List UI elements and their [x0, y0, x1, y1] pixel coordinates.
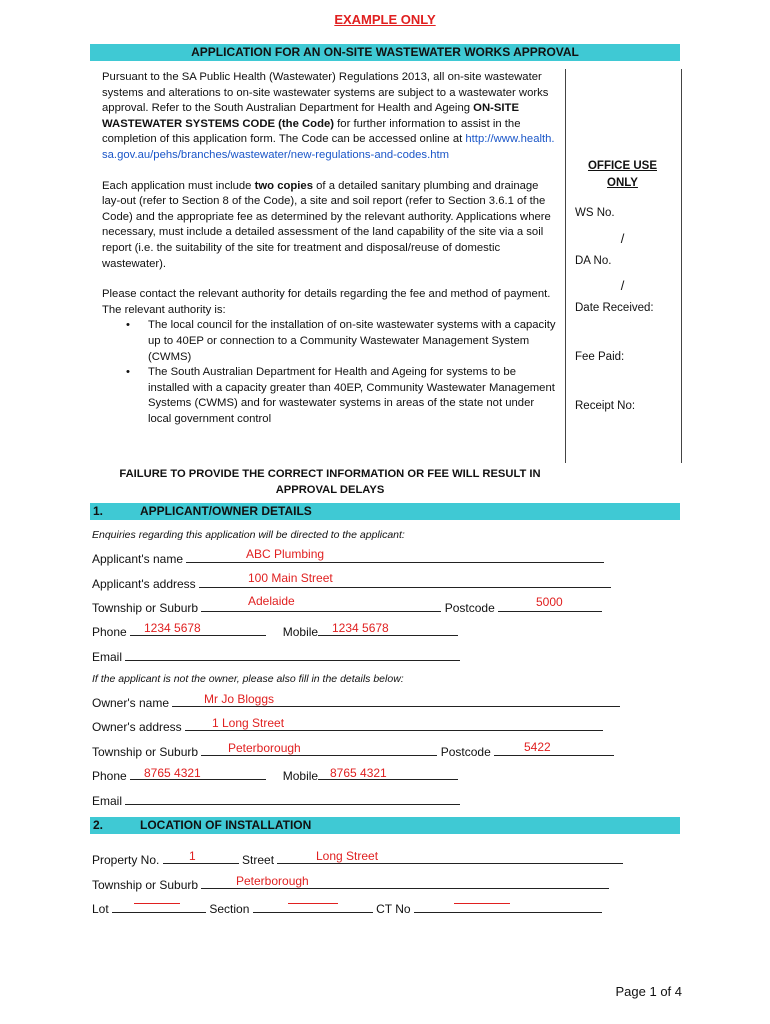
property-no-label: Property No. [92, 853, 160, 867]
lot-field[interactable] [112, 900, 206, 913]
section-2-title: LOCATION OF INSTALLATION [140, 818, 312, 832]
applicant-mobile-label: Mobile [282, 625, 319, 639]
applicant-township-value: Adelaide [248, 594, 295, 608]
ct-no-red-mark [454, 903, 510, 904]
section-1-title: APPLICANT/OWNER DETAILS [140, 504, 312, 518]
applicant-address-row [92, 575, 611, 591]
bullet-1-text: The local council for the installation of on-site wastewater systems with a capacity up to 40EP or connection to a Community Wastewater Management System (CWMS) [148, 319, 556, 363]
applicant-township-field[interactable] [201, 599, 441, 612]
da-no-label: DA No. [575, 255, 612, 267]
applicant-name-row [92, 550, 604, 566]
owner-email-label: Email [92, 794, 123, 808]
form-title: APPLICATION FOR AN ON-SITE WASTEWATER WORKS APPROVAL [191, 45, 579, 59]
owner-name-value: Mr Jo Bloggs [204, 692, 275, 706]
owner-township-value: Peterborough [228, 741, 301, 755]
code-link[interactable]: http://www.health.sa.gov.au/pehs/branches/wastewater/new-regulations-and-codes.htm [102, 133, 555, 161]
bullet-mark: • [126, 319, 130, 332]
bullet-2-text: The South Australian Department for Health and Ageing for systems to be installed with a capacity greater than 40EP, Community Wastewater Management Systems (CWMS) and for wastewater systems in areas of the state not under local government control [148, 366, 555, 425]
code-name: ON-SITE WASTEWATER SYSTEMS CODE (the Code) [102, 102, 519, 130]
example-only-banner: EXAMPLE ONLY [334, 12, 436, 27]
applicant-address-label: Applicant's address [92, 577, 196, 591]
section-label: Section [209, 902, 250, 916]
bullet-local-council [102, 318, 558, 365]
owner-phone-label: Phone [92, 769, 127, 783]
location-township-value: Peterborough [236, 874, 309, 888]
street-value: Long Street [316, 849, 379, 863]
property-no-value: 1 [189, 849, 196, 863]
ws-no-slash: / [620, 231, 625, 246]
intro-p2-text: Each application must include [102, 179, 255, 192]
da-no-slash: / [620, 278, 625, 293]
applicant-name-value: ABC Plumbing [246, 547, 325, 561]
location-township-row [92, 876, 609, 892]
section-1-number: 1. [93, 504, 104, 518]
intro-paragraph-1 [102, 70, 558, 164]
failure-warning [102, 466, 558, 498]
applicant-township-row [92, 599, 602, 615]
fee-paid-label: Fee Paid: [575, 351, 625, 363]
ws-no-label: WS No. [575, 207, 615, 219]
ct-no-field[interactable] [414, 900, 602, 913]
receipt-no-label: Receipt No: [575, 400, 636, 412]
applicant-township-label: Township or Suburb [92, 601, 199, 615]
section-2-band [90, 817, 680, 834]
property-no-field[interactable] [163, 851, 239, 864]
intro-p2-text-2: of a detailed sanitary plumbing and drainage lay-out (refer to Section 8 of the Code), a site and soil report (refer to Section 3.6.1 of the Code) and the appropriate fee as determined by the relevant authority. Applications where necessary, must include a detailed assessment of the land capability of the site via a soil report (i.e. the suitability of the site for treatment and disposal/reuse of domestic wastewater). [102, 179, 551, 270]
street-label: Street [242, 853, 275, 867]
owner-email-field[interactable] [125, 792, 460, 805]
applicant-mobile-value: 1234 5678 [332, 621, 389, 635]
location-township-label: Township or Suburb [92, 878, 199, 892]
applicant-address-value: 100 Main Street [248, 571, 333, 585]
office-use-heading [565, 158, 680, 192]
intro-p1-text-2: for further information to assist in the completion of this application form. The Code can be accessed online at [102, 117, 521, 146]
owner-mobile-label: Mobile [282, 769, 319, 783]
applicant-name-label: Applicant's name [92, 552, 184, 566]
page-number: Page 1 of 4 [615, 984, 682, 999]
applicant-email-label: Email [92, 650, 123, 664]
owner-name-label: Owner's name [92, 696, 169, 710]
owner-postcode-field[interactable] [494, 743, 614, 756]
owner-note: If the applicant is not the owner, please also fill in the details below: [92, 673, 404, 685]
owner-address-row [92, 718, 603, 734]
owner-email-row [92, 792, 460, 808]
lot-label: Lot [92, 902, 109, 916]
intro-text [102, 70, 558, 427]
intro-paragraph-2 [102, 179, 558, 273]
enquiries-note: Enquiries regarding this application will be directed to the applicant: [92, 529, 405, 541]
section-1-band [90, 503, 680, 520]
failure-warning-line-2: APPROVAL DELAYS [275, 484, 385, 496]
ct-no-label: CT No [376, 902, 411, 916]
owner-address-label: Owner's address [92, 720, 182, 734]
bullet-mark: • [126, 366, 130, 379]
owner-mobile-value: 8765 4321 [330, 766, 387, 780]
applicant-phone-label: Phone [92, 625, 127, 639]
intro-p1-text: Pursuant to the SA Public Health (Wastewater) Regulations 2013, all on-site wastewater systems and alterations to on-site wastewater systems are subject to a wastewater works approval. Refer to the South Australian Department for Health and Ageing [102, 71, 549, 115]
applicant-email-field[interactable] [125, 648, 460, 661]
owner-postcode-value: 5422 [524, 740, 551, 754]
applicant-email-row [92, 648, 460, 664]
owner-address-value: 1 Long Street [212, 716, 285, 730]
applicant-phone-value: 1234 5678 [144, 621, 201, 635]
lot-red-mark [134, 903, 180, 904]
two-copies-bold: two copies [254, 179, 313, 192]
section-red-mark [288, 903, 338, 904]
office-use-heading-2: ONLY [607, 177, 638, 189]
applicant-postcode-value: 5000 [536, 595, 563, 609]
failure-warning-line-1: FAILURE TO PROVIDE THE CORRECT INFORMATION OR FEE WILL RESULT IN [119, 468, 541, 480]
bullet-health-dept [102, 365, 558, 427]
form-title-band [90, 44, 680, 61]
owner-name-row [92, 694, 620, 710]
owner-postcode-label: Postcode [440, 745, 491, 759]
intro-paragraph-3: Please contact the relevant authority for details regarding the fee and method of payment. The relevant authority is: [102, 288, 551, 316]
owner-township-label: Township or Suburb [92, 745, 199, 759]
owner-phone-value: 8765 4321 [144, 766, 201, 780]
section-2-number: 2. [93, 818, 104, 832]
section-field[interactable] [253, 900, 373, 913]
applicant-postcode-label: Postcode [444, 601, 495, 615]
office-use-heading-1: OFFICE USE [587, 160, 657, 172]
date-received-label: Date Received: [575, 302, 654, 314]
